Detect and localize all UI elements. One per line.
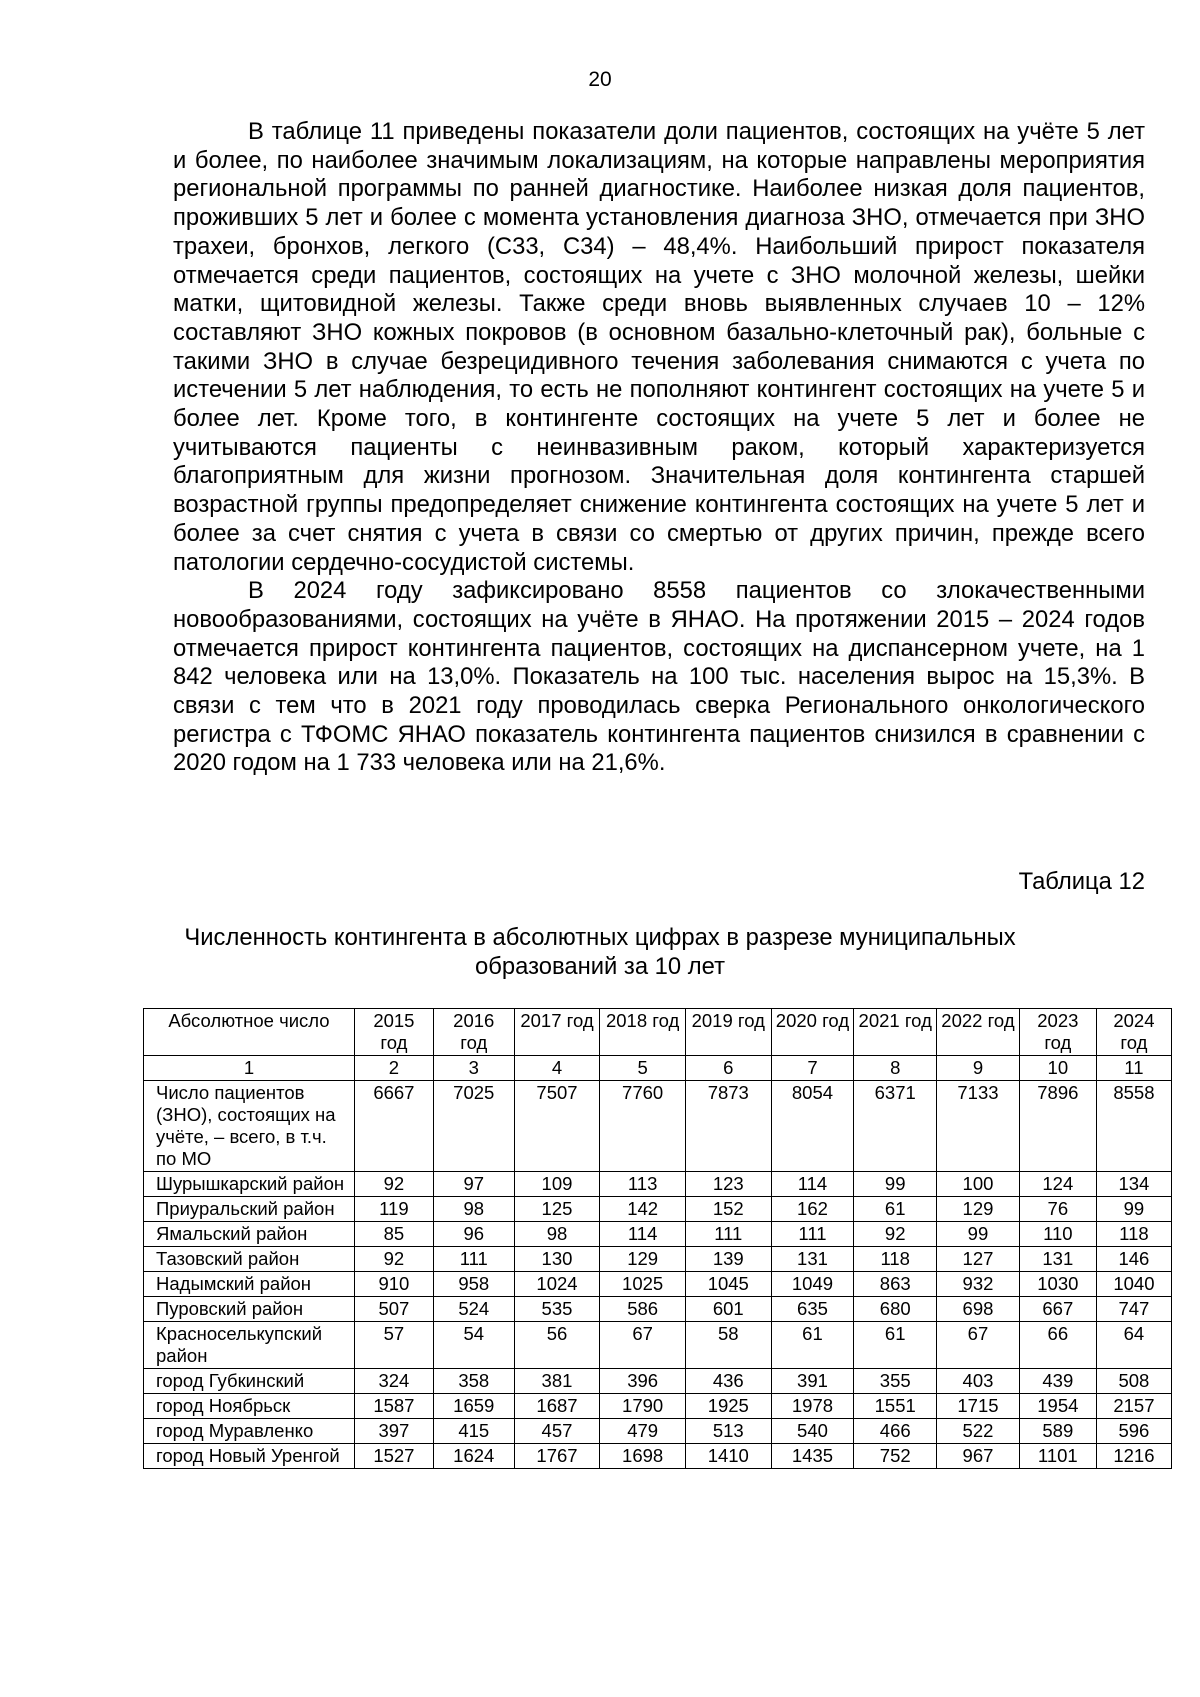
- table-cell: 134: [1096, 1172, 1171, 1197]
- table-cell: 524: [433, 1297, 514, 1322]
- table-cell: 391: [771, 1369, 854, 1394]
- table-cell: 123: [685, 1172, 771, 1197]
- table-cell: 415: [433, 1419, 514, 1444]
- table-body: [144, 1081, 1172, 1469]
- table-cell: 540: [771, 1419, 854, 1444]
- table-cell: 92: [354, 1247, 433, 1272]
- table-cell: 698: [937, 1297, 1020, 1322]
- table-row: [144, 1394, 1172, 1419]
- table-row: [144, 1444, 1172, 1469]
- table-cell: 146: [1096, 1247, 1171, 1272]
- table-cell: 324: [354, 1369, 433, 1394]
- table-cell: 96: [433, 1222, 514, 1247]
- table-header-cell: 2022 год: [937, 1009, 1020, 1056]
- table-header-cell: 2024 год: [1096, 1009, 1171, 1056]
- table-cell: 1527: [354, 1444, 433, 1469]
- table-row-label: Пуровский район: [144, 1297, 355, 1322]
- paragraph: В 2024 году зафиксировано 8558 пациентов со злокачественными новообразованиями, состоящих на учёте в ЯНАО. На протяжении 2015 – 2024 годов отмечается прирост контингента пациентов, состоящих на диспансерном учете, на 1 842 человека или на 13,0%. Показатель на 100 тыс. населения вырос на 15,3%. В связи с тем что в 2021 году проводилась сверка Регионального онкологического регистра с ТФОМС ЯНАО показатель контингента пациентов снизился в сравнении с 2020 годом на 1 733 человека или на 21,6%.: [173, 577, 1145, 777]
- table-cell: 403: [937, 1369, 1020, 1394]
- table-cell: 7760: [600, 1081, 686, 1172]
- table-cell: 457: [514, 1419, 600, 1444]
- table-cell: 7025: [433, 1081, 514, 1172]
- table-cell: 111: [771, 1222, 854, 1247]
- table-cell: 932: [937, 1272, 1020, 1297]
- table-row: [144, 1222, 1172, 1247]
- table-column-number: 8: [854, 1056, 937, 1081]
- table-cell: 92: [354, 1172, 433, 1197]
- table-cell: 586: [600, 1297, 686, 1322]
- table-title: Численность контингента в абсолютных цифрах в разрезе муниципальных образований за 10 лет: [184, 924, 1016, 980]
- table-column-number-row: [144, 1056, 1172, 1081]
- table-cell: 130: [514, 1247, 600, 1272]
- table-cell: 513: [685, 1419, 771, 1444]
- table-cell: 129: [937, 1197, 1020, 1222]
- table-cell: 1024: [514, 1272, 600, 1297]
- table-cell: 139: [685, 1247, 771, 1272]
- table-cell: 7873: [685, 1081, 771, 1172]
- table-cell: 1925: [685, 1394, 771, 1419]
- table-column-number: 10: [1019, 1056, 1096, 1081]
- table-cell: 162: [771, 1197, 854, 1222]
- table-row: [144, 1322, 1172, 1369]
- table-cell: 439: [1019, 1369, 1096, 1394]
- table-cell: 99: [937, 1222, 1020, 1247]
- table-cell: 67: [600, 1322, 686, 1369]
- table-column-number: 9: [937, 1056, 1020, 1081]
- table-cell: 967: [937, 1444, 1020, 1469]
- data-table: [143, 1008, 1172, 1469]
- table-row-label: Число пациентов (ЗНО), состоящих на учёте, – всего, в т.ч. по МО: [144, 1081, 355, 1172]
- table-cell: 6371: [854, 1081, 937, 1172]
- table-cell: 109: [514, 1172, 600, 1197]
- table-cell: 1101: [1019, 1444, 1096, 1469]
- table-cell: 1410: [685, 1444, 771, 1469]
- table-cell: 1216: [1096, 1444, 1171, 1469]
- table-cell: 61: [771, 1322, 854, 1369]
- table-cell: 66: [1019, 1322, 1096, 1369]
- table-header-cell: 2023 год: [1019, 1009, 1096, 1056]
- table-cell: 76: [1019, 1197, 1096, 1222]
- table-cell: 57: [354, 1322, 433, 1369]
- table-cell: 113: [600, 1172, 686, 1197]
- table-row-label: Надымский район: [144, 1272, 355, 1297]
- table-cell: 1551: [854, 1394, 937, 1419]
- table-cell: 635: [771, 1297, 854, 1322]
- table-cell: 7507: [514, 1081, 600, 1172]
- table-header-cell: 2020 год: [771, 1009, 854, 1056]
- table-cell: 1698: [600, 1444, 686, 1469]
- table-cell: 98: [433, 1197, 514, 1222]
- table-row: [144, 1272, 1172, 1297]
- table-row-label: город Губкинский: [144, 1369, 355, 1394]
- table-row: [144, 1369, 1172, 1394]
- table-cell: 152: [685, 1197, 771, 1222]
- table-cell: 535: [514, 1297, 600, 1322]
- table-cell: 131: [1019, 1247, 1096, 1272]
- table-cell: 1040: [1096, 1272, 1171, 1297]
- table-cell: 381: [514, 1369, 600, 1394]
- table-cell: 111: [685, 1222, 771, 1247]
- table-cell: 1790: [600, 1394, 686, 1419]
- table-cell: 1049: [771, 1272, 854, 1297]
- table-cell: 479: [600, 1419, 686, 1444]
- table-cell: 747: [1096, 1297, 1171, 1322]
- table-row-label: город Муравленко: [144, 1419, 355, 1444]
- table-cell: 61: [854, 1197, 937, 1222]
- table-cell: 1624: [433, 1444, 514, 1469]
- table-cell: 58: [685, 1322, 771, 1369]
- table-cell: 680: [854, 1297, 937, 1322]
- table-header-cell: 2018 год: [600, 1009, 686, 1056]
- table-cell: 1767: [514, 1444, 600, 1469]
- table-row-label: Приуральский район: [144, 1197, 355, 1222]
- body-text: [173, 118, 1145, 778]
- table-cell: 1025: [600, 1272, 686, 1297]
- table-cell: 131: [771, 1247, 854, 1272]
- table-cell: 596: [1096, 1419, 1171, 1444]
- table-row: [144, 1197, 1172, 1222]
- table-header-cell: 2017 год: [514, 1009, 600, 1056]
- table-cell: 1687: [514, 1394, 600, 1419]
- table-cell: 114: [600, 1222, 686, 1247]
- table-cell: 142: [600, 1197, 686, 1222]
- table-header-cell: 2016 год: [433, 1009, 514, 1056]
- table-cell: 98: [514, 1222, 600, 1247]
- table-cell: 118: [854, 1247, 937, 1272]
- table-cell: 436: [685, 1369, 771, 1394]
- table-row-label: Тазовский район: [144, 1247, 355, 1272]
- table-cell: 396: [600, 1369, 686, 1394]
- table-cell: 56: [514, 1322, 600, 1369]
- table-header-cell: 2021 год: [854, 1009, 937, 1056]
- table-cell: 111: [433, 1247, 514, 1272]
- table-cell: 129: [600, 1247, 686, 1272]
- table-cell: 667: [1019, 1297, 1096, 1322]
- table-column-number: 2: [354, 1056, 433, 1081]
- table-column-number: 5: [600, 1056, 686, 1081]
- table-cell: 97: [433, 1172, 514, 1197]
- table-row-label: Ямальский район: [144, 1222, 355, 1247]
- paragraph: В таблице 11 приведены показатели доли пациентов, состоящих на учёте 5 лет и более, по наиболее значимым локализациям, на которые направлены мероприятия региональной программы по ранней диагностике. Наиболее низкая доля пациентов, проживших 5 лет и более с момента установления диагноза ЗНО, отмечается при ЗНО трахеи, бронхов, легкого (С33, С34) – 48,4%. Наибольший прирост показателя отмечается среди пациентов, состоящих на учете с ЗНО молочной железы, шейки матки, щитовидной железы. Также среди вновь выявленных случаев 10 – 12% составляют ЗНО кожных покровов (в основном базально-клеточный рак), больные с такими ЗНО в случае безрецидивного течения заболевания снимаются с учета по истечении 5 лет наблюдения, то есть не пополняют контингент состоящих на учете 5 и более лет. Кроме того, в контингенте состоящих на учете 5 лет и более не учитываются пациенты с неинвазивным раком, который характеризуется благоприятным для жизни прогнозом. Значительная доля контингента старшей возрастной группы предопределяет снижение контингента состоящих на учете 5 лет и более за счет снятия с учета в связи со смертью от других причин, прежде всего патологии сердечно-сосудистой системы.: [173, 118, 1145, 576]
- table-cell: 64: [1096, 1322, 1171, 1369]
- table-header-cell: 2019 год: [685, 1009, 771, 1056]
- table-cell: 507: [354, 1297, 433, 1322]
- table-cell: 1954: [1019, 1394, 1096, 1419]
- table-cell: 54: [433, 1322, 514, 1369]
- table-cell: 601: [685, 1297, 771, 1322]
- table-label: Таблица 12: [1018, 868, 1145, 895]
- table-cell: 7896: [1019, 1081, 1096, 1172]
- table-cell: 2157: [1096, 1394, 1171, 1419]
- table-cell: 752: [854, 1444, 937, 1469]
- table-cell: 910: [354, 1272, 433, 1297]
- table-cell: 85: [354, 1222, 433, 1247]
- table-row-label: Красноселькупский район: [144, 1322, 355, 1369]
- table-cell: 863: [854, 1272, 937, 1297]
- table-cell: 127: [937, 1247, 1020, 1272]
- table-row-label: город Новый Уренгой: [144, 1444, 355, 1469]
- table-cell: 124: [1019, 1172, 1096, 1197]
- table-cell: 99: [854, 1172, 937, 1197]
- table-cell: 118: [1096, 1222, 1171, 1247]
- table-row: [144, 1297, 1172, 1322]
- table-cell: 100: [937, 1172, 1020, 1197]
- table-column-number: 6: [685, 1056, 771, 1081]
- table-cell: 125: [514, 1197, 600, 1222]
- table-cell: 1715: [937, 1394, 1020, 1419]
- table-column-number: 11: [1096, 1056, 1171, 1081]
- table-cell: 397: [354, 1419, 433, 1444]
- table-cell: 8054: [771, 1081, 854, 1172]
- table-row: [144, 1081, 1172, 1172]
- table-cell: 589: [1019, 1419, 1096, 1444]
- table-cell: 1030: [1019, 1272, 1096, 1297]
- table-cell: 61: [854, 1322, 937, 1369]
- table-cell: 508: [1096, 1369, 1171, 1394]
- table-cell: 522: [937, 1419, 1020, 1444]
- table-cell: 358: [433, 1369, 514, 1394]
- table-cell: 958: [433, 1272, 514, 1297]
- table-cell: 8558: [1096, 1081, 1171, 1172]
- table-cell: 67: [937, 1322, 1020, 1369]
- table-cell: 1587: [354, 1394, 433, 1419]
- table-column-number: 1: [144, 1056, 355, 1081]
- table-cell: 7133: [937, 1081, 1020, 1172]
- table-cell: 466: [854, 1419, 937, 1444]
- table-cell: 1978: [771, 1394, 854, 1419]
- table-column-number: 7: [771, 1056, 854, 1081]
- table-cell: 110: [1019, 1222, 1096, 1247]
- table-cell: 6667: [354, 1081, 433, 1172]
- table-header-cell: Абсолютное число: [144, 1009, 355, 1056]
- table-column-number: 3: [433, 1056, 514, 1081]
- table-row: [144, 1172, 1172, 1197]
- table-cell: 92: [854, 1222, 937, 1247]
- page-number: 20: [588, 68, 612, 91]
- table-cell: 1659: [433, 1394, 514, 1419]
- table-cell: 114: [771, 1172, 854, 1197]
- table-header-row: [144, 1009, 1172, 1056]
- table-cell: 1045: [685, 1272, 771, 1297]
- table-row: [144, 1419, 1172, 1444]
- table-row-label: Шурышкарский район: [144, 1172, 355, 1197]
- table-column-number: 4: [514, 1056, 600, 1081]
- table-cell: 99: [1096, 1197, 1171, 1222]
- table-cell: 355: [854, 1369, 937, 1394]
- table-header-cell: 2015 год: [354, 1009, 433, 1056]
- table-row-label: город Ноябрьск: [144, 1394, 355, 1419]
- table-row: [144, 1247, 1172, 1272]
- table-cell: 119: [354, 1197, 433, 1222]
- table-cell: 1435: [771, 1444, 854, 1469]
